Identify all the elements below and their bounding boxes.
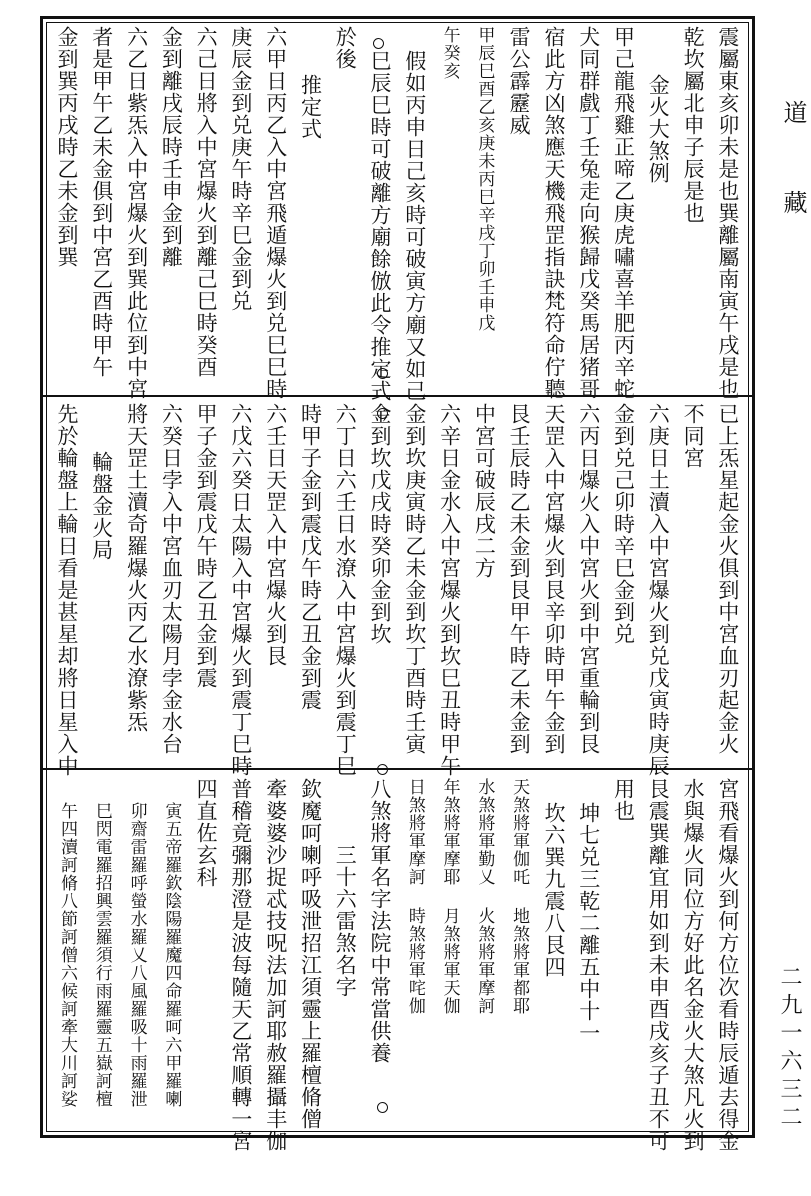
text-column: 午癸亥 — [439, 26, 460, 80]
text-column: 欽魔呵喇呼吸泄招江須靈上羅檀脩僧 — [298, 778, 323, 1130]
text-column: 假如丙申日己亥時可破寅方廟又如己 — [402, 50, 427, 402]
text-column: 先於輪盤上輪日看是甚星却將日星入中 — [55, 403, 79, 777]
side-label-part2: 藏 — [779, 190, 807, 224]
section-heading: 四直佐玄科 — [194, 778, 219, 888]
text-column: 天煞將軍伽吒 地煞將軍都耶 — [509, 778, 530, 1015]
text-column: 水與爆火同位方好此名金火大煞凡火到 — [681, 778, 706, 1152]
text-column: 普稽竟彌那澄是波每隨天乙常順轉一宮 — [228, 778, 253, 1152]
page-number: 二九一六三二 — [777, 965, 802, 1133]
text-column: 六丁日六壬日水潦入中宮爆火到震丁巳 — [333, 403, 358, 777]
circle-mark — [377, 368, 388, 379]
text-column: 於後 — [333, 26, 358, 70]
text-column: 金到坎庚寅時乙未金到坎丁酉時壬寅 — [402, 403, 427, 755]
text-column: 者是甲午乙未金俱到中宮乙酉時甲午 — [89, 26, 114, 378]
circle-mark — [377, 1102, 388, 1113]
text-column: 水煞將軍勤乂 火煞將軍摩訶 — [474, 778, 495, 1015]
text-column: 甲子金到震戊午時乙丑金到震 — [194, 403, 219, 689]
text-column: 巳辰巳時可破離方廟餘倣此令推定式 — [368, 50, 393, 402]
text-column: 六丙日爆火入中宮火到中宮重輪到艮 — [576, 403, 601, 755]
section-heading: 金火大煞例 — [646, 74, 671, 184]
text-column: 中宮可破辰戌二方 — [472, 403, 497, 579]
text-column: 宮飛看爆火到何方位次看時辰遁去得金 — [715, 778, 740, 1152]
text-column: 日煞將軍摩訶 時煞將軍咤伽 — [404, 778, 425, 1015]
text-column: 寅五帝羅欽陰陽羅魔四命羅呵六甲羅喇 — [161, 802, 182, 1108]
text-column: 六乙日紫炁入中宮爆火到巽此位到中宮 — [124, 26, 149, 400]
circle-mark — [377, 408, 388, 419]
text-column: 午四瀆訶脩八節訶僧六候訶牽大川訶娑 — [57, 802, 77, 1108]
circle-mark — [377, 764, 388, 775]
text-column: 雷公霹靂威 — [507, 26, 532, 136]
text-column: 已上炁星起金火俱到中宮血刃起金火 — [715, 403, 740, 755]
text-column: 金到離戌辰時壬申金到離 — [159, 26, 184, 268]
text-column: 震屬東亥卯未是也巽離屬南寅午戌是也 — [715, 26, 740, 400]
text-column: 八煞將軍名字法院中常當供養 — [368, 778, 393, 1064]
text-column: 牽婆婆沙捉忒技呪法加訶耶赦羅攝丰伽 — [263, 778, 288, 1152]
text-column: 巳閃電羅招興雲羅須行雨羅靈五嶽訶檀 — [91, 802, 112, 1108]
text-column: 甲己龍飛雞正啼乙庚虎嘯喜羊肥丙辛蛇 — [611, 26, 636, 400]
text-column: 年煞將軍摩耶 月煞將軍天伽 — [439, 778, 460, 1015]
side-label-part1: 道 — [779, 100, 807, 134]
section-heading: 推定式 — [298, 74, 323, 140]
section-heading: 三十六雷煞名字 — [333, 844, 358, 998]
circle-mark — [373, 38, 384, 49]
text-column: 庚辰金到兑庚午時辛巳金到兑 — [228, 26, 253, 312]
text-column: 六壬日天罡入中宮爆火到艮 — [263, 403, 288, 667]
text-column: 六戊六癸日太陽入中宮爆火到震丁巳時 — [228, 403, 253, 777]
text-column: 甲辰巳酉乙亥庚未丙巳辛戌丁卯壬申戊 — [474, 26, 495, 332]
text-column: 宿此方凶煞應天機飛罡指訣梵符命佇聽 — [541, 26, 566, 400]
text-column: 乾坎屬北申子辰是也 — [681, 26, 706, 224]
text-column: 坤七兑三乾二離五中十一 — [576, 802, 601, 1044]
text-column: 六甲日丙乙入中宮飛遁爆火到兑巳巳時 — [263, 26, 288, 400]
text-column: 六辛日金水入中宮爆火到坎巳丑時甲午 — [437, 403, 462, 777]
text-column: 時甲子金到震戊午時乙丑金到震 — [298, 403, 323, 711]
text-column: 金到兑己卯時辛巳金到兑 — [611, 403, 636, 645]
panel-middle — [48, 403, 746, 777]
text-column: 犬同群戲丁壬兔走向猴歸戊癸馬居猪哥 — [576, 26, 601, 400]
text-column: 艮震巽離宜用如到未申酉戌亥子丑不可 — [646, 778, 671, 1152]
text-column: 將天罡土瀆奇羅爆火丙乙水潦紫炁 — [124, 403, 149, 733]
text-column: 不同宮 — [681, 403, 706, 469]
text-column: 金到巽丙戌時乙未金到巽 — [55, 26, 79, 268]
text-column: 艮壬辰時乙未金到艮甲午時乙未金到 — [507, 403, 532, 755]
text-column: 用也 — [611, 778, 636, 822]
text-column: 卯齋雷羅呼螢水羅乂八風羅吸十雨羅泄 — [126, 802, 147, 1108]
text-column: 天罡入中宮爆火到艮辛卯時甲午金到 — [541, 403, 566, 755]
text-column: 六庚日土瀆入中宮爆火到兑戊寅時庚辰 — [646, 403, 671, 777]
panel-bottom — [48, 778, 746, 1152]
section-heading: 輪盤金火局 — [89, 451, 114, 561]
text-column: 六癸日孛入中宮血刃太陽月孛金水台 — [159, 403, 184, 755]
text-column: 金到坎戊戌時癸卯金到坎 — [368, 403, 393, 645]
text-column: 坎六巽九震八艮四 — [541, 802, 566, 978]
text-column: 六己日將入中宮爆火到離己巳時癸酉 — [194, 26, 219, 378]
panel-top — [48, 26, 746, 402]
